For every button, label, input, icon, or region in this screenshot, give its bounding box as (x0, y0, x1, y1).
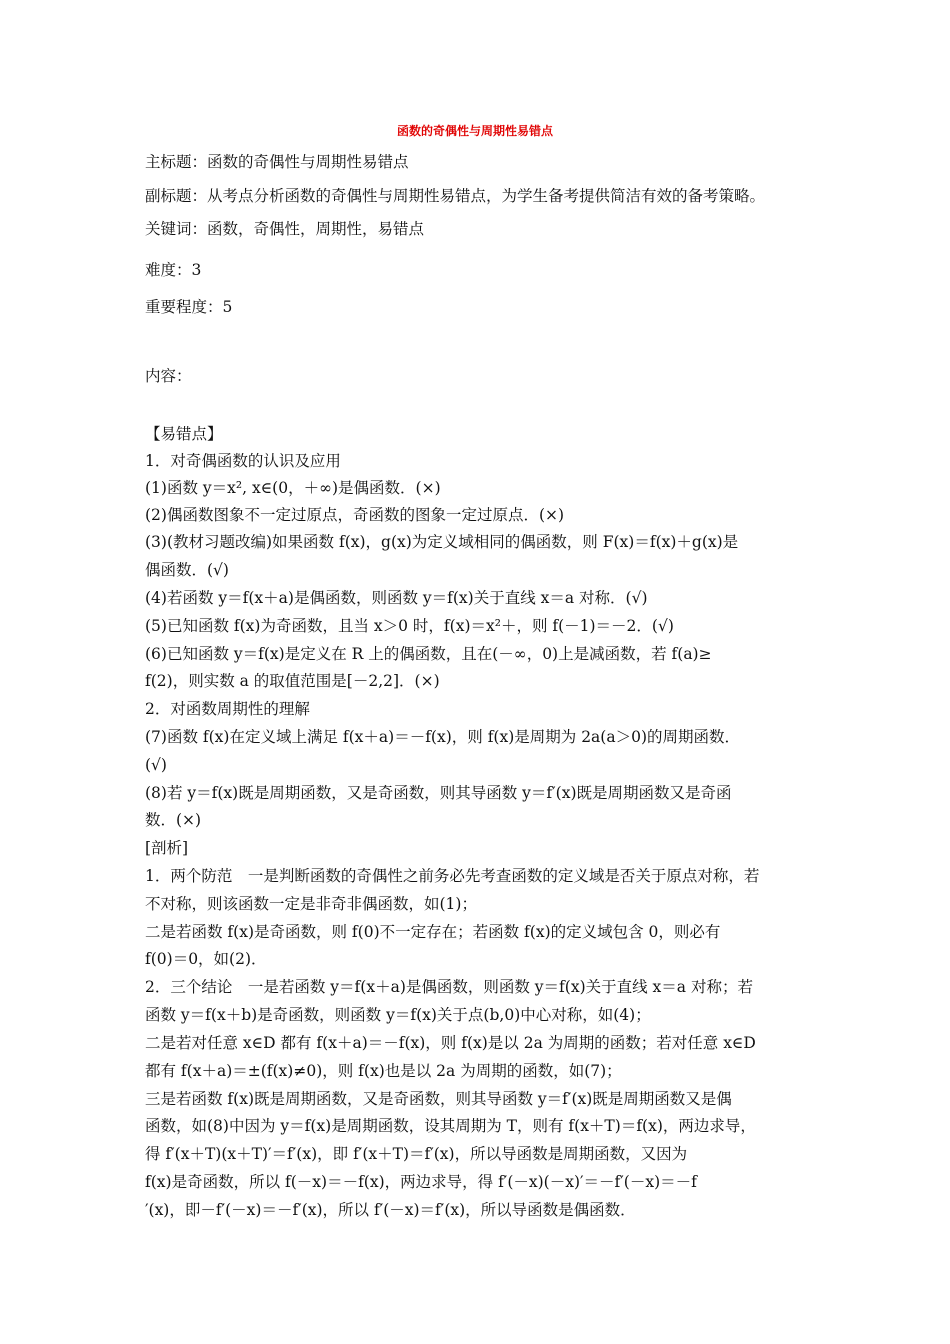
text-line: (7)函数 f(x)在定义域上满足 f(x＋a)＝－f(x)，则 f(x)是周期为 2a(a＞0)的周期函数． (145, 728, 740, 746)
content-label: 内容： (145, 367, 192, 385)
subtitle-line: 副标题：从考点分析函数的奇偶性与周期性易错点，为学生备考提供简洁有效的备考策略。 (145, 187, 766, 205)
text-line: ′(x)，即－f′(－x)＝－f′(x)，所以 f′(－x)＝f′(x)，所以导函数是偶函数． (145, 1201, 636, 1219)
text-line: (5)已知函数 f(x)为奇函数，且当 x＞0 时，f(x)＝x²＋，则 f(－1)＝－2．(√) (145, 617, 674, 635)
text-line: 不对称，则该函数一定是非奇非偶函数，如(1)； (145, 895, 477, 913)
text-line: (√) (145, 756, 167, 774)
text-line: [剖析] (145, 839, 189, 857)
text-line: 都有 f(x＋a)＝±(f(x)≠0)，则 f(x)也是以 2a 为周期的函数，如(7)； (145, 1062, 622, 1080)
text-line: 二是若函数 f(x)是奇函数，则 f(0)不一定存在；若函数 f(x)的定义域包含 0，则必有 (145, 923, 721, 941)
main-title-line: 主标题：函数的奇偶性与周期性易错点 (145, 153, 409, 171)
text-line: 二是若对任意 x∈D 都有 f(x＋a)＝－f(x)，则 f(x)是以 2a 为周期的函数；若对任意 x∈D (145, 1034, 756, 1052)
text-line: (2)偶函数图象不一定过原点，奇函数的图象一定过原点．(×) (145, 506, 565, 524)
importance-line: 重要程度：5 (145, 298, 233, 316)
text-line: 2．对函数周期性的理解 (145, 700, 310, 718)
text-line: (4)若函数 y＝f(x＋a)是偶函数，则函数 y＝f(x)关于直线 x＝a 对称．(√) (145, 589, 648, 607)
section-heading: 【易错点】 (145, 425, 223, 443)
text-line: (6)已知函数 y＝f(x)是定义在 R 上的偶函数，且在(－∞，0)上是减函数，若 f(a)≥ (145, 645, 712, 663)
text-line: (8)若 y＝f(x)既是周期函数，又是奇函数，则其导函数 y＝f′(x)既是周期函数又是奇函 (145, 784, 732, 802)
text-line: 函数，如(8)中因为 y＝f(x)是周期函数，设其周期为 T，则有 f(x＋T)＝f(x)，两边求导， (145, 1117, 756, 1135)
text-line: 得 f′(x＋T)(x＋T)′＝f′(x)，即 f′(x＋T)＝f′(x)，所以导函数是周期函数，又因为 (145, 1145, 688, 1163)
text-line: 偶函数．(√) (145, 561, 229, 579)
keywords-line: 关键词：函数，奇偶性，周期性，易错点 (145, 220, 425, 238)
text-line: (3)(教材习题改编)如果函数 f(x)，g(x)为定义域相同的偶函数，则 F(x)＝f(x)＋g(x)是 (145, 533, 739, 551)
text-line: f(0)＝0，如(2)． (145, 950, 267, 968)
text-line: 1．对奇偶函数的认识及应用 (145, 452, 341, 470)
difficulty-line: 难度：3 (145, 261, 202, 279)
text-line: 数．(×) (145, 811, 202, 829)
document-title: 函数的奇偶性与周期性易错点 (396, 124, 553, 138)
text-line: 三是若函数 f(x)既是周期函数，又是奇函数，则其导函数 y＝f′(x)既是周期函数又是偶 (145, 1090, 732, 1108)
text-line: 1．两个防范 一是判断函数的奇偶性之前务必先考查函数的定义域是否关于原点对称，若 (145, 867, 760, 885)
text-line: 2．三个结论 一是若函数 y＝f(x＋a)是偶函数，则函数 y＝f(x)关于直线 x＝a 对称；若 (145, 978, 753, 996)
text-line: 函数 y＝f(x＋b)是奇函数，则函数 y＝f(x)关于点(b,0)中心对称，如(4)； (145, 1006, 651, 1024)
text-line: (1)函数 y＝x², x∈(0，＋∞)是偶函数．(×) (145, 479, 441, 497)
text-line: f(2)，则实数 a 的取值范围是[－2,2]．(×) (145, 672, 440, 690)
text-line: f(x)是奇函数，所以 f(－x)＝－f(x)，两边求导，得 f′(－x)(－x)′＝－f′(－x)＝－f (145, 1173, 697, 1191)
